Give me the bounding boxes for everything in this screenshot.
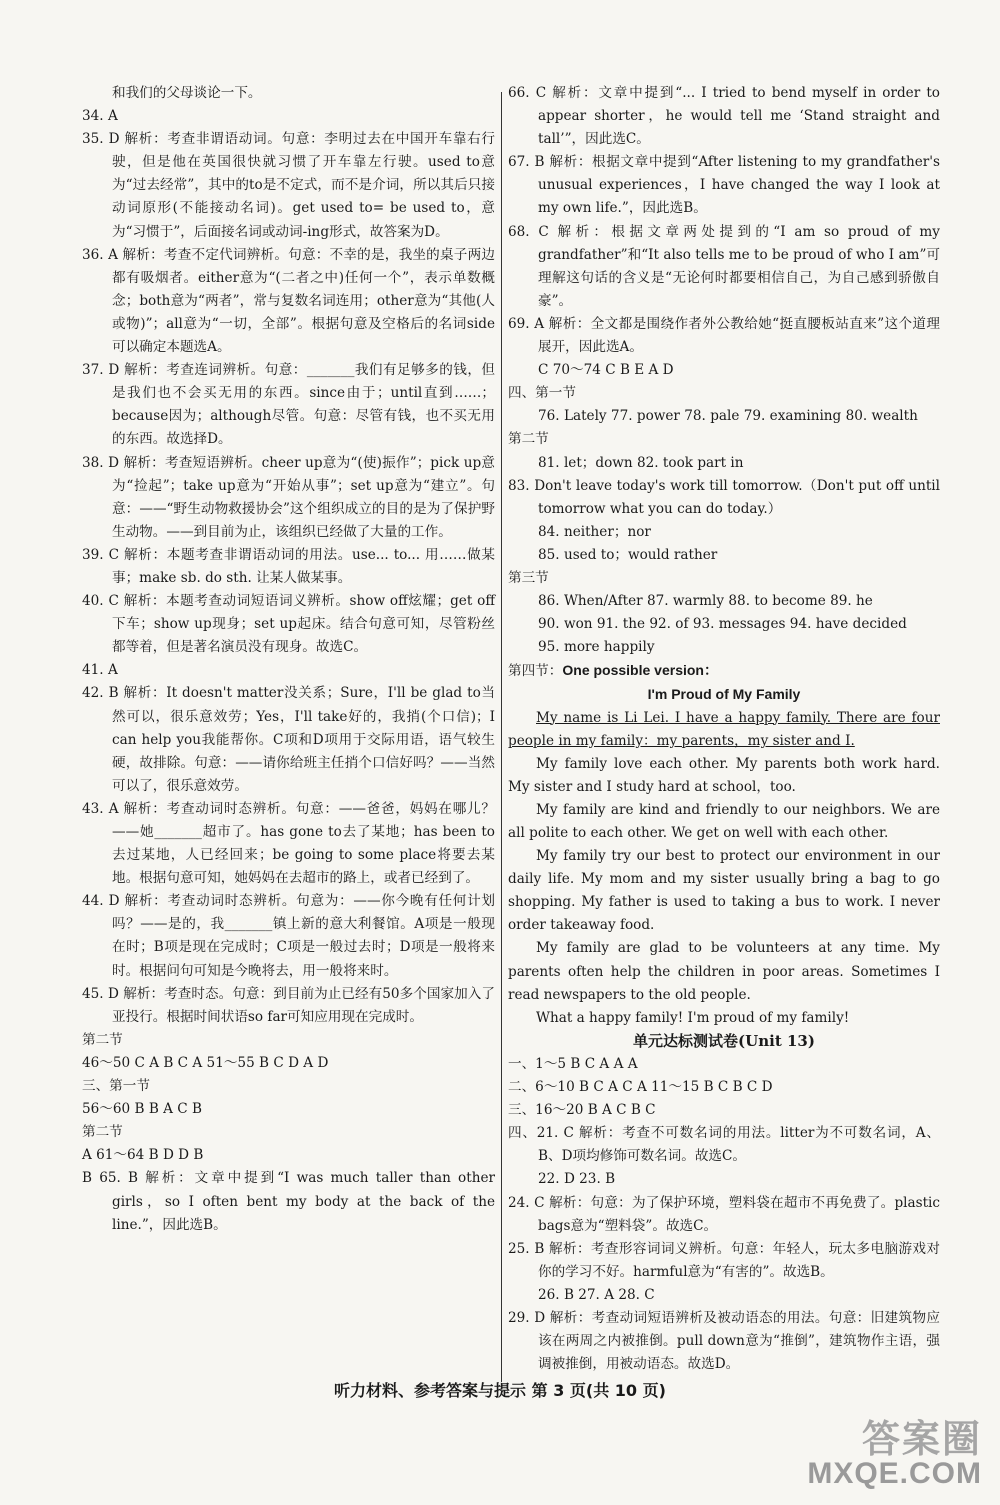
site-watermark <box>807 1408 982 1491</box>
section4-heading: 第四节：One possible version： <box>508 662 718 680</box>
answer-item: 第三节 <box>508 569 549 586</box>
answer-item: 39. C 解析：本题考查非谓语动词的用法。use... to... 用……做某事；make sb. do sth. 让某人做某事。 <box>82 546 495 586</box>
left-column <box>82 82 495 1237</box>
answer-item: 81. let；down 82. took part in <box>538 454 744 471</box>
answer-item: 37. D 解析：考查连词辨析。句意：_______我们有足够多的钱，但是我们也不会买无用的东西。since由于；until直到……；because因为；although尽管。句意：尽管有钱，也不买无用的东西。故选择D。 <box>82 362 495 448</box>
answer-item: 84. neither；nor <box>538 523 651 540</box>
answer-item: 二、6～10 B C A C A 11～15 B C B C D <box>508 1079 773 1096</box>
answer-item: 34. A <box>82 108 118 125</box>
answer-item: 41. A <box>82 662 118 679</box>
answer-item: 44. D 解析：考查动词时态辨析。句意为：——你今晚有任何计划吗？——是的，我_______镇上新的意大利餐馆。A项是一般现在时；B项是现在完成时；C项是一般过去时；D项是一般将来时。根据问句可知是今晚将去，用一般将来时。 <box>82 893 495 979</box>
answer-item: 66. C 解析：文章中提到“... I tried to bend myself in order to appear shorter，he would tell me ‘Stand straight and tall’”，因此选C。 <box>508 85 940 148</box>
column-divider <box>501 92 502 1382</box>
answer-item: 24. C 解析：句意：为了保护环境，塑料袋在超市不再免费了。plastic bags意为“塑料袋”。故选C。 <box>508 1194 940 1234</box>
answer-item: 第二节 <box>82 1124 123 1141</box>
answer-item: 95. more happily <box>538 639 655 656</box>
answer-item: 85. used to；would rather <box>538 546 718 563</box>
essay-paragraph: My family try our best to protect our environment in our daily life. My mom and my sister usually bring a bag to go shopping. My father is used to taking a bus to work. I never order takeaway food. <box>508 848 940 934</box>
essay-paragraph: My name is Li Lei. I have a happy family. There are four people in my family：my parents，my sister and I. <box>508 709 940 749</box>
answer-item: 90. won 91. the 92. of 93. messages 94. have decided <box>538 616 907 633</box>
watermark-logo: 答案圈 <box>861 1419 982 1461</box>
answer-item: 第二节 <box>508 431 549 448</box>
answer-item: 83. Don't leave today's work till tomorrow.（Don't put off until tomorrow what you can do today.） <box>508 477 940 517</box>
unit-test-answers <box>508 1053 940 1376</box>
answer-item: 一、1～5 B C A A A <box>508 1055 638 1072</box>
essay-paragraph: What a happy family! I'm proud of my family! <box>536 1009 850 1026</box>
answer-item: 26. B 27. A 28. C <box>538 1286 655 1303</box>
answer-item: 三、16～20 B A C B C <box>508 1102 656 1119</box>
answers-block <box>508 82 940 659</box>
answer-item: 45. D 解析：考查时态。句意：到目前为止已经有50多个国家加入了亚投行。根据时间状语so far可知应用现在完成时。 <box>82 985 495 1025</box>
answer-item: 四、第一节 <box>508 385 576 402</box>
answer-item: 25. B 解析：考查形容词词义辨析。句意：年轻人，玩太多电脑游戏对你的学习不好。harmful意为“有害的”。故选B。 <box>508 1240 940 1280</box>
answer-item: 38. D 解析：考查短语辨析。cheer up意为“(使)振作”；pick up意为“捡起”；take up意为“开始从事”；set up意为“建立”。句意：——“野生动物救援协会”这个组织成立的目的是为了保护野生动物。——到目前为止，该组织已经做了大量的工作。 <box>82 454 495 540</box>
answer-item: 第二节 <box>82 1031 123 1048</box>
answer-item: 46～50 C A B C A 51～55 B C D A D <box>82 1054 329 1071</box>
answer-item: 69. A 解析：全文都是围绕作者外公教给她“挺直腰板站直来”这个道理展开，因此选A。 <box>508 315 940 356</box>
answer-item: 四、21. C 解析：考查不可数名词的用法。litter为不可数名词，A、B、D项均修饰可数名词。故选C。 <box>508 1125 940 1165</box>
answer-item: 40. C 解析：本题考查动词短语词义辨析。show off炫耀；get off下车；show up现身；set up起床。结合句意可知，尽管粉丝都等着，但是著名演员没有现身。故选C。 <box>82 593 495 656</box>
answer-item: 43. A 解析：考查动词时态辨析。句意：——爸爸，妈妈在哪儿？——她_______超市了。has gone to去了某地；has been to去过某地，人已经回来；be going to some place将要去某地。根据句意可知，她妈妈在去超市的路上，或者已经到了。 <box>82 800 495 887</box>
answer-item: A 61～64 B D D B <box>82 1147 204 1164</box>
answer-item: 29. D 解析：考查动词短语辨析及被动语态的用法。句意：旧建筑物应该在两周之内被推倒。pull down意为“推倒”，建筑物作主语，强调被推倒，用被动语态。故选D。 <box>508 1309 940 1373</box>
answer-item: 36. A 解析：考查不定代词辨析。句意：不幸的是，我坐的桌子两边都有吸烟者。either意为“(二者之中)任何一个”，表示单数概念；both意为“两者”，常与复数名词连用；other意为“其他(人或物)”；all意为“一切，全部”。根据句意及空格后的名词side可以确定本题选A。 <box>82 246 495 356</box>
answer-item: 56～60 B B A C B <box>82 1101 202 1118</box>
answer-item: 35. D 解析：考查非谓语动词。句意：李明过去在中国开车靠右行驶，但是他在英国很快就习惯了开车靠左行驶。used to意为“过去经常”，其中的to是不定式，而不是介词，所以其后只接动词原形(不能接动名词)。get used to= be used to，意为“习惯于”，后面接名词或动词-ing形式，故答案为D。 <box>82 131 495 240</box>
essay-paragraph: My family are glad to be volunteers at any time. My parents often help the children in poor areas. Sometimes I read newspapers to the old people. <box>508 940 940 1003</box>
essay-paragraph: My family love each other. My parents both work hard. My sister and I study hard at school，too. <box>508 755 940 795</box>
answer-item: 和我们的父母谈论一下。 <box>112 85 262 101</box>
right-column <box>508 82 940 1376</box>
answer-item: C 70～74 C B E A D <box>538 362 674 379</box>
version-label: One possible version： <box>562 662 718 679</box>
answer-item: 42. B 解析：It doesn't matter没关系；Sure，I'll be glad to当然可以，很乐意效劳；Yes，I'll take好的，我捎(个口信)；I can help you我能帮你。C项和D项用于交际用语，语气较生硬，故排除。句意：——请你给班主任捎个口信好吗？——当然可以了，很乐意效劳。 <box>82 685 495 794</box>
unit-test-title: 单元达标测试卷(Unit 13) <box>633 1031 815 1050</box>
answer-item: 76. Lately 77. power 78. pale 79. examining 80. wealth <box>538 408 918 425</box>
essay-title: I'm Proud of My Family <box>647 686 801 703</box>
answer-item: 67. B 解析：根据文章中提到“After listening to my grandfather's unusual experiences，I have changed the way I look at my own life.”，因此选B。 <box>508 154 940 217</box>
answer-item: B 65. B 解析：文章中提到“I was much taller than other girls，so I often bent my body at the back of the line.”，因此选B。 <box>82 1170 495 1233</box>
watermark-url: MXQE.COM <box>807 1457 982 1490</box>
essay-body <box>508 707 940 1030</box>
answer-item: 68. C 解析：根据文章两处提到的“I am so proud of my grandfather”和“It also tells me to be proud of who I am”可理解这句话的含义是“无论何时都要相信自己，为自己感到骄傲自豪”。 <box>508 223 940 309</box>
essay-paragraph: My family are kind and friendly to our neighbors. We are all polite to each other. We get on well with each other. <box>508 801 940 841</box>
answer-item: 22. D 23. B <box>538 1171 616 1188</box>
answer-item: 三、第一节 <box>82 1078 150 1095</box>
page-footer: 听力材料、参考答案与提示 第 3 页(共 10 页) <box>334 1381 666 1400</box>
answer-item: 86. When/After 87. warmly 88. to become 89. he <box>538 593 873 610</box>
